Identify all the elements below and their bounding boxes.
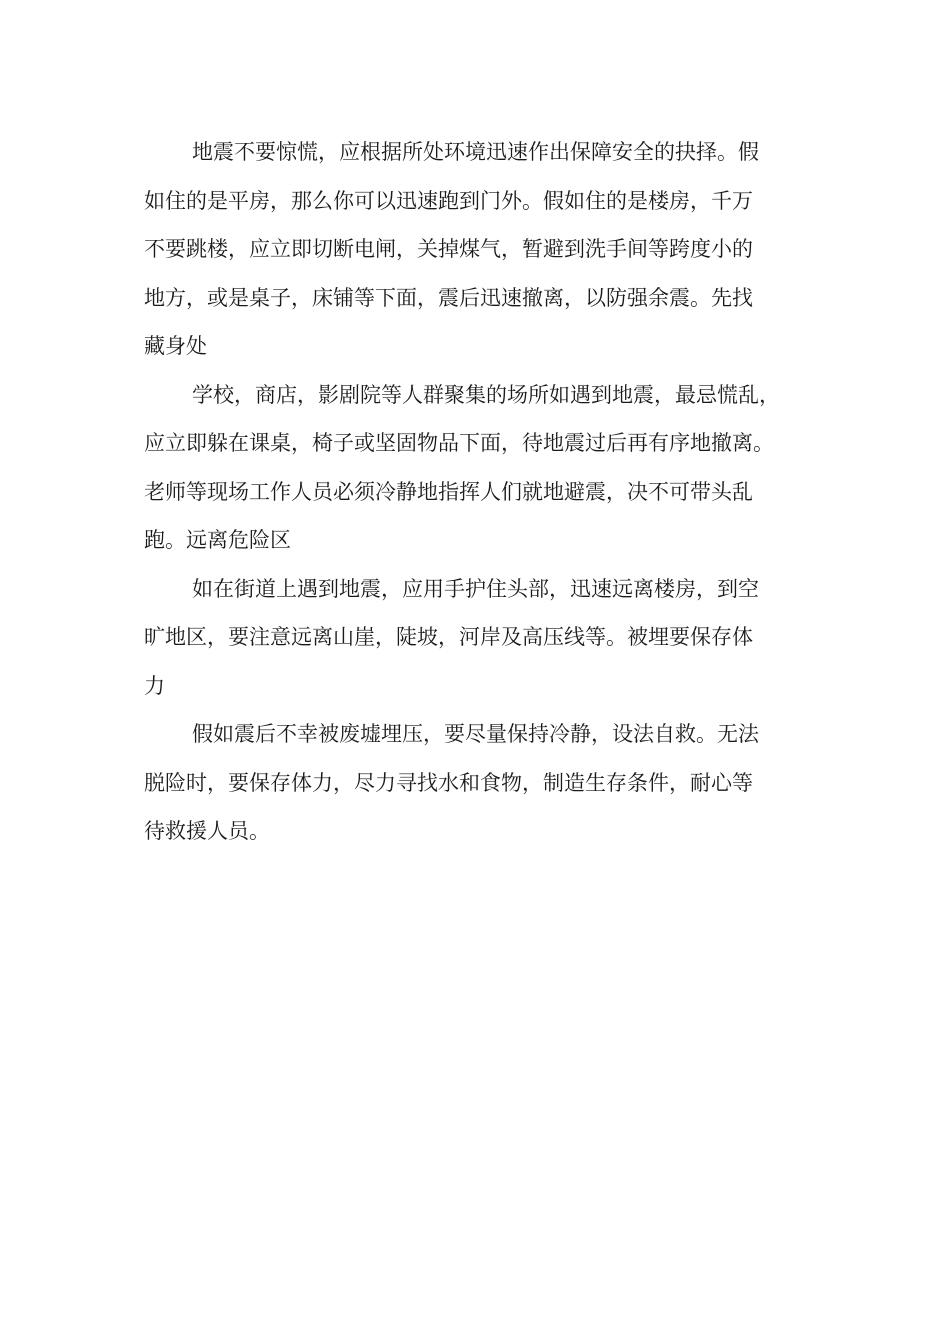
text-line: 老师等现场工作人员必须冷静地指挥人们就地避震，决不可带头乱 bbox=[144, 479, 753, 504]
text-line: 力 bbox=[144, 673, 165, 698]
text-line: 待救援人员。 bbox=[144, 819, 270, 843]
paragraph-on-street bbox=[144, 565, 824, 711]
paragraph-earthquake-general bbox=[144, 128, 824, 371]
paragraph-crowded-places bbox=[144, 371, 824, 565]
text-line: 地方，或是桌子，床铺等下面，震后迅速撤离，以防强余震。先找 bbox=[144, 285, 753, 310]
paragraph-buried bbox=[144, 710, 824, 856]
text-line: 如在街道上遇到地震，应用手护住头部，迅速远离楼房，到空 bbox=[192, 576, 759, 601]
text-line: 旷地区，要注意远离山崖，陡坡，河岸及高压线等。被埋要保存体 bbox=[144, 625, 753, 649]
text-line: 跑。远离危险区 bbox=[144, 528, 291, 552]
text-line: 如住的是平房，那么你可以迅速跑到门外。假如住的是楼房，千万 bbox=[144, 188, 753, 213]
text-line: 脱险时，要保存体力，尽力寻找水和食物，制造生存条件，耐心等 bbox=[144, 770, 753, 795]
text-line: 应立即躲在课桌，椅子或坚固物品下面，待地震过后再有序地撤离。 bbox=[144, 431, 774, 455]
text-line: 藏身处 bbox=[144, 334, 207, 358]
text-line: 学校，商店，影剧院等人群聚集的场所如遇到地震，最忌慌乱， bbox=[192, 382, 780, 407]
text-line: 假如震后不幸被废墟埋压，要尽量保持冷静，设法自救。无法 bbox=[192, 722, 759, 746]
document-body bbox=[144, 128, 824, 856]
text-line: 不要跳楼，应立即切断电闸，关掉煤气，暂避到洗手间等跨度小的 bbox=[144, 237, 753, 261]
text-line: 地震不要惊慌，应根据所处环境迅速作出保障安全的抉择。假 bbox=[192, 140, 759, 164]
